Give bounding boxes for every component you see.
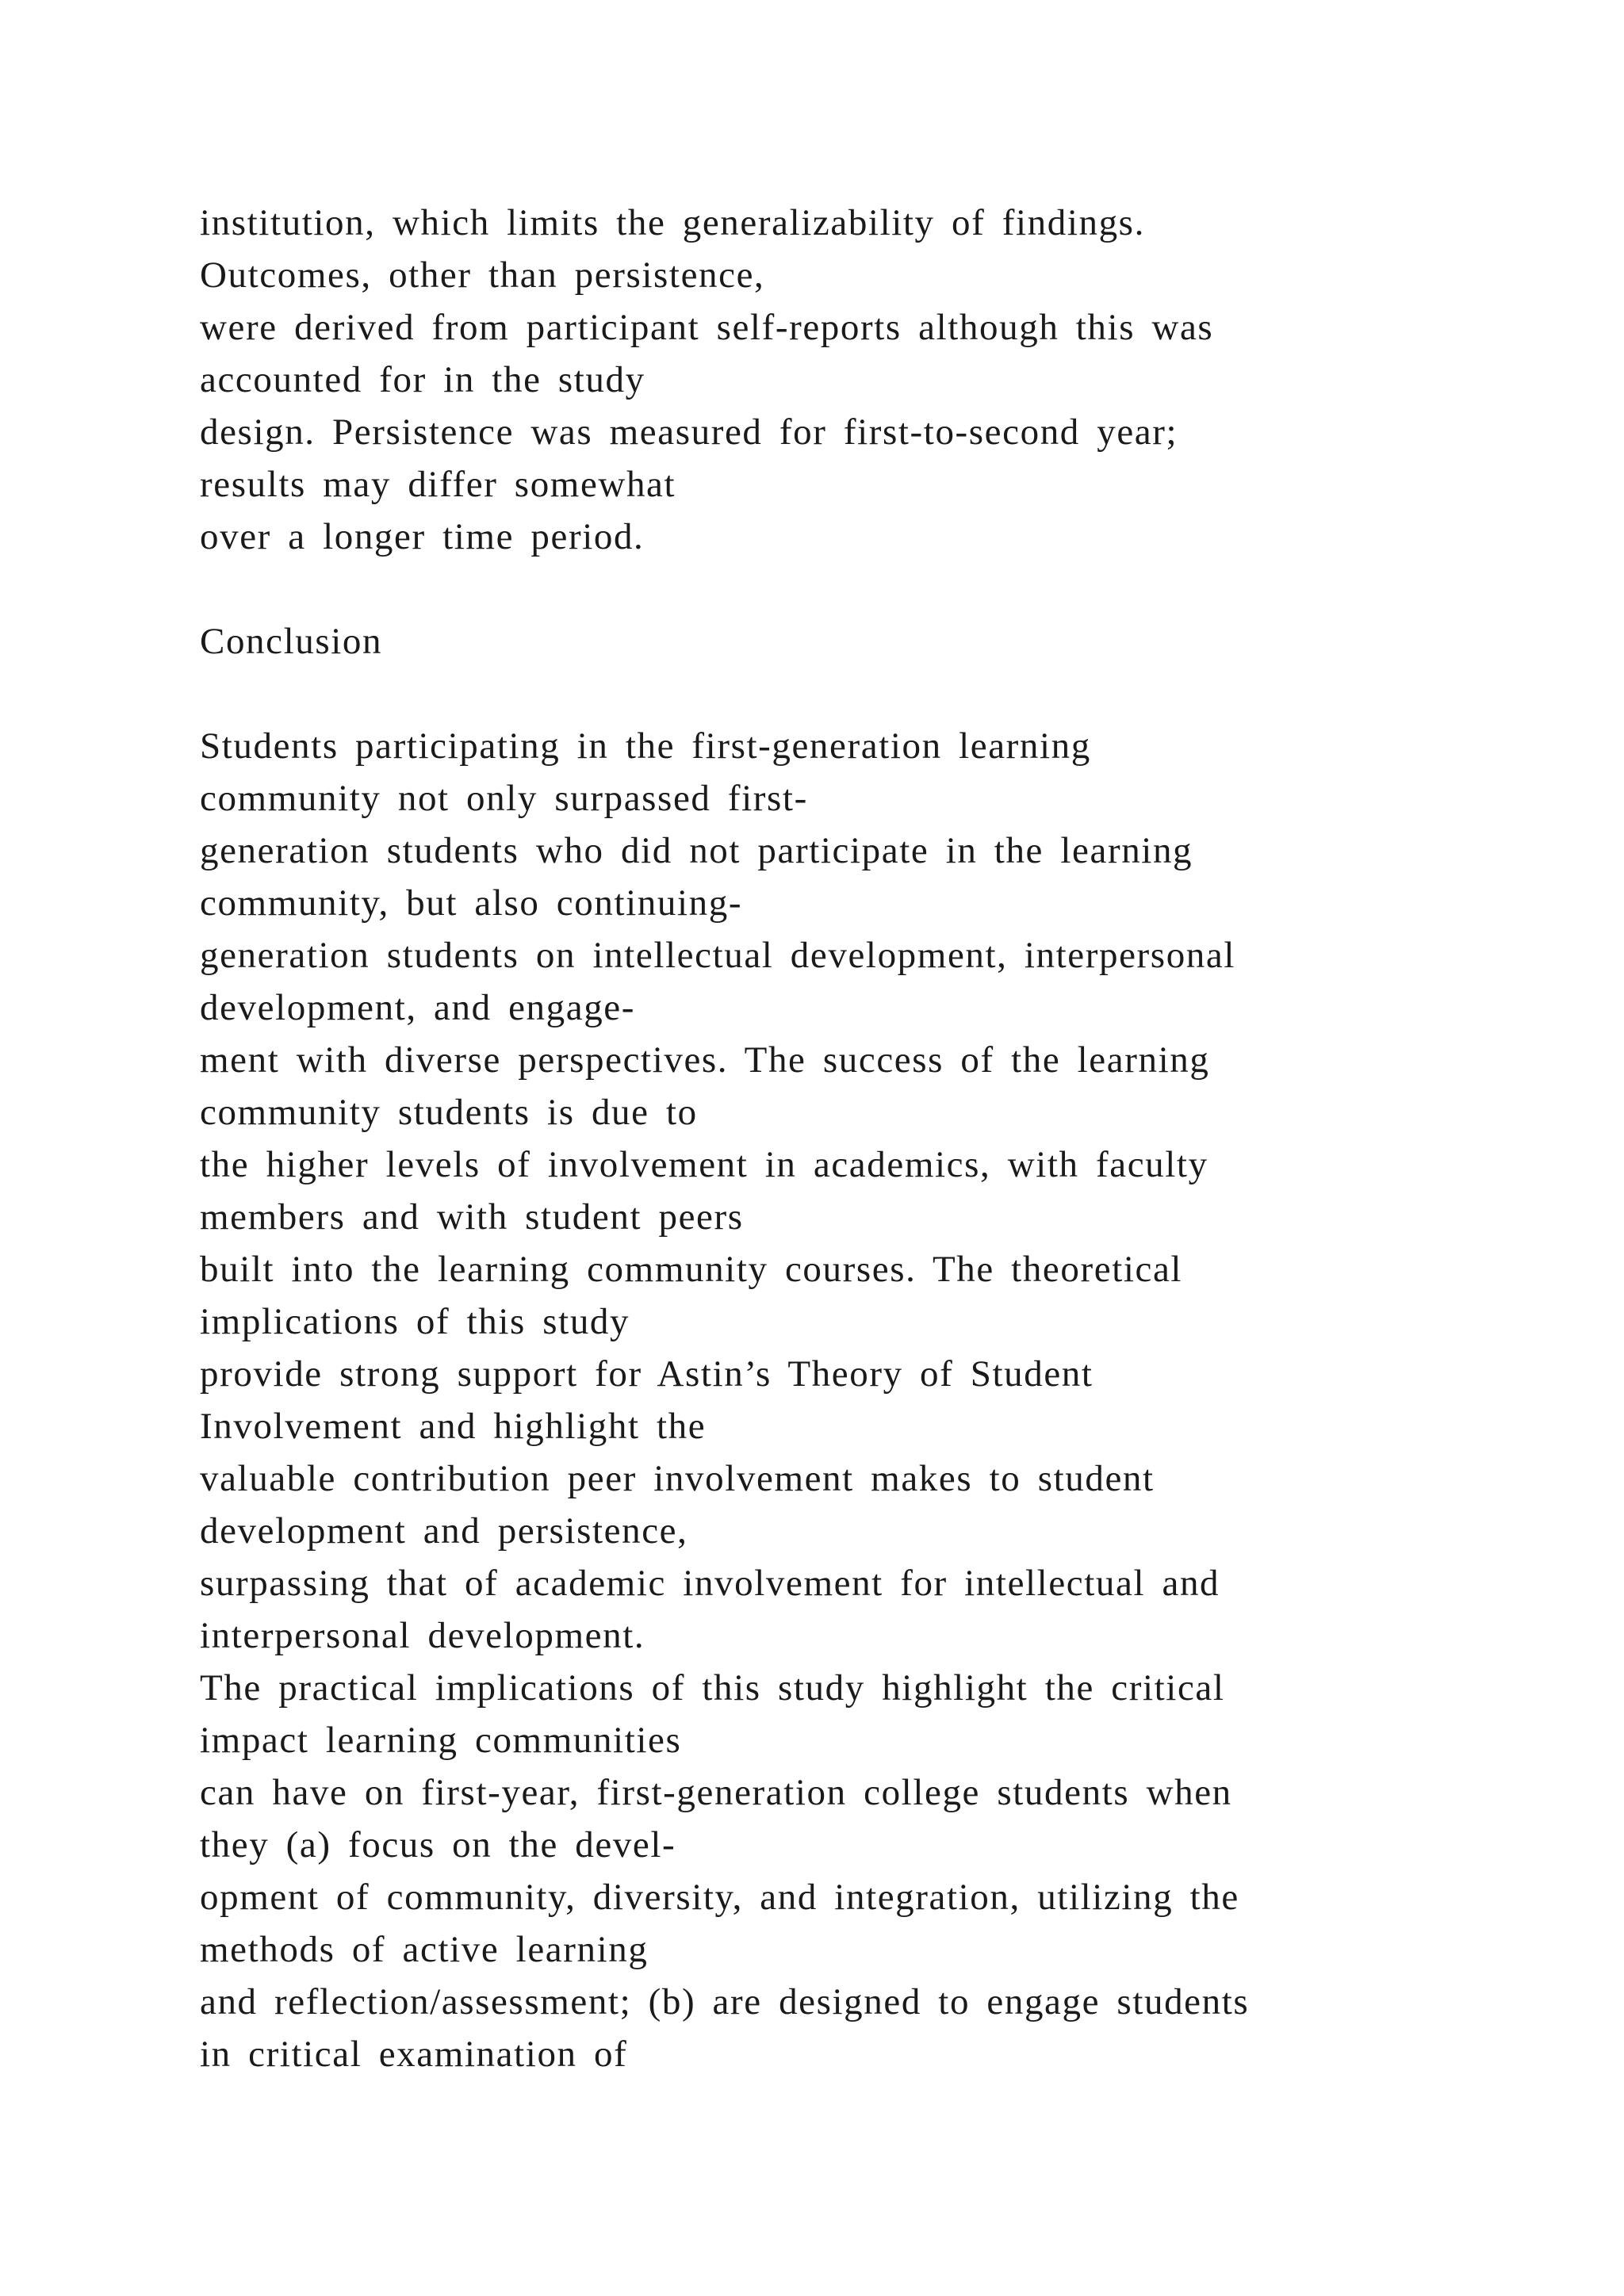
text-line: can have on first-year, first-generation college students when [200,1772,1232,1813]
text-line: surpassing that of academic involvement for intellectual and [200,1563,1220,1604]
text-line: institution, which limits the generalizability of findings. [200,202,1145,243]
text-line: provide strong support for Astin’s Theory of Student [200,1353,1094,1395]
text-line: Involvement and highlight the [200,1406,707,1447]
text-line: implications of this study [200,1301,630,1342]
text-line: community not only surpassed first- [200,778,808,819]
text-line: in critical examination of [200,2034,628,2075]
text-line: Outcomes, other than persistence, [200,254,765,296]
text-line: ment with diverse perspectives. The success of the learning [200,1039,1210,1081]
text-line: development and persistence, [200,1510,688,1552]
text-line: they (a) focus on the devel- [200,1824,676,1866]
text-line: were derived from participant self-reports although this was [200,307,1214,348]
text-line: members and with student peers [200,1196,744,1238]
section-heading: Conclusion [200,621,383,662]
text-line: accounted for in the study [200,359,645,400]
text-line: valuable contribution peer involvement makes to student [200,1458,1155,1499]
text-line: development, and engage- [200,987,636,1028]
text-line: The practical implications of this study highlight the critical [200,1667,1225,1709]
text-line: generation students who did not participate in the learning [200,830,1193,871]
text-line: generation students on intellectual development, interpersonal [200,935,1236,976]
text-line: opment of community, diversity, and integration, utilizing the [200,1877,1239,1918]
text-line: Students participating in the first-generation learning [200,725,1091,767]
limitations-paragraph [200,197,1595,563]
text-line: and reflection/assessment; (b) are designed to engage students [200,1981,1250,2022]
text-line: impact learning communities [200,1720,682,1761]
conclusion-paragraph [200,720,1595,2080]
text-line: design. Persistence was measured for first-to-second year; [200,411,1178,453]
paragraph-spacer [200,563,1595,615]
text-line: built into the learning community courses. The theoretical [200,1249,1183,1290]
text-line: results may differ somewhat [200,464,676,505]
text-line: interpersonal development. [200,1615,645,1656]
document-body [200,197,1595,2080]
text-line: community, but also continuing- [200,882,743,924]
text-line: community students is due to [200,1092,698,1133]
paragraph-spacer [200,668,1595,720]
text-line: methods of active learning [200,1929,649,1970]
text-line: the higher levels of involvement in academics, with faculty [200,1144,1208,1185]
text-line: over a longer time period. [200,516,645,557]
